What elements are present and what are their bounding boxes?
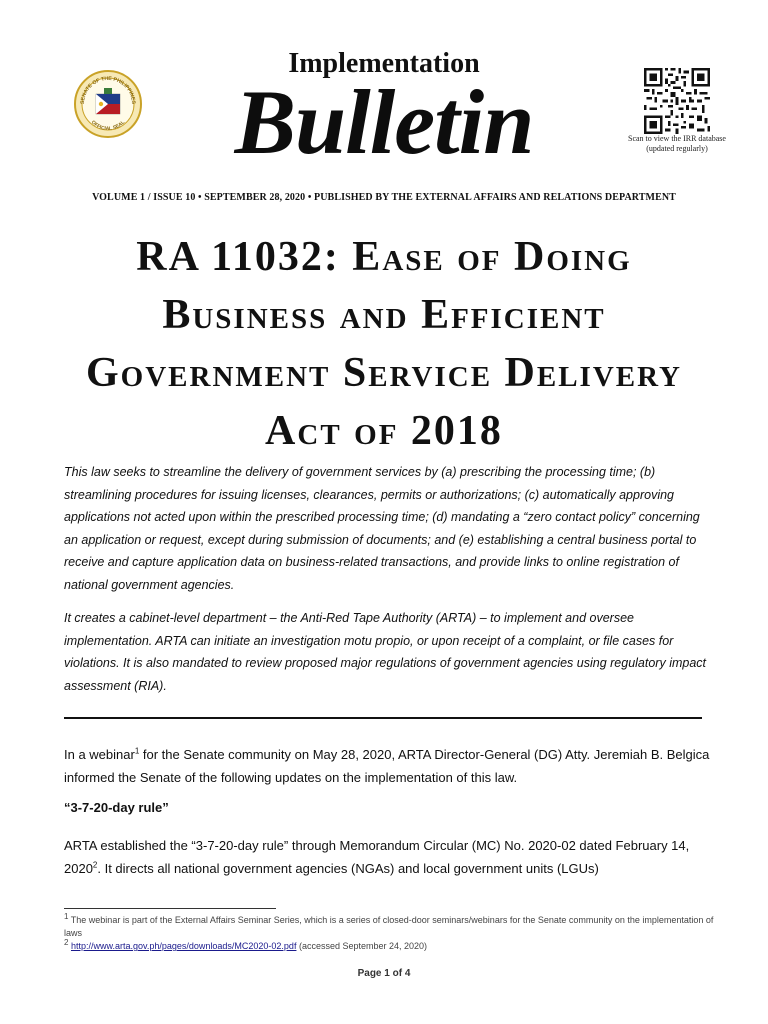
masthead-subtitle: Implementation — [288, 48, 480, 79]
footnote-ref[interactable]: 1 — [134, 746, 140, 756]
footnotes — [64, 914, 724, 953]
footnote-text: (accessed September 24, 2020) — [296, 941, 428, 951]
section-divider — [64, 717, 702, 719]
footnote-text: The webinar is part of the External Affairs Seminar Series, which is a series of closed-door seminars/webinars for the Senate community on the implementation of laws — [64, 915, 714, 938]
summary-paragraph: This law seeks to streamline the delivery of government services by (a) prescribing the processing time; (b) streamlining procedures for issuing licenses, clearances, permits or authorizations; (c) automatically approving applications not acted upon within the prescribed processing time; (d) mandating a “zero contact policy” concerning an application or request, except during submission of documents; and (e) establishing a central business portal to receive and capture application data on business-related transactions, and provide links to online registration of national government agencies. — [64, 465, 700, 592]
footnote-1 — [64, 914, 724, 940]
footnote-number: 1 — [64, 912, 69, 921]
qr-code-icon[interactable] — [644, 68, 710, 134]
body-text: ARTA established the “3-7-20-day rule” through Memorandum Circular (MC) No. 2020-02 dated February 14, 2020 — [64, 838, 690, 876]
footnote-link[interactable]: http://www.arta.gov.ph/pages/downloads/MC2020-02.pdf — [70, 941, 297, 951]
body-paragraph — [64, 743, 724, 789]
body-text: In a webinar — [64, 747, 135, 762]
footnote-number: 2 — [64, 938, 69, 947]
body-paragraph — [64, 834, 724, 880]
issue-line: VOLUME 1 / ISSUE 10 • SEPTEMBER 28, 2020 • PUBLISHED BY THE EXTERNAL AFFAIRS AND RELATIONS DEPARTMENT — [92, 192, 676, 203]
body-text: for the Senate community on May 28, 2020, ARTA Director-General (DG) Atty. Jeremiah B. Belgica informed the Senate of the following updates on the implementation of this law. — [64, 747, 710, 785]
seal-text-bottom: OFFICIAL SEAL — [89, 119, 127, 133]
footnote-divider — [64, 908, 276, 909]
qr-caption: Scan to view the IRR database (updated regularly) — [628, 134, 726, 153]
summary-paragraph: It creates a cabinet-level department – the Anti-Red Tape Authority (ARTA) – to implement and oversee implementation. ARTA can initiate an investigation motu propio, or upon receipt of a complaint, or file cases for violations. It is also mandated to review proposed major regulations of government agencies using regulatory impact assessment (RIA). — [64, 611, 707, 693]
headline: RA 11032: Ease of Doing Business and Efficient Government Service Delivery Act of 2018 — [86, 234, 682, 454]
subheading: “3-7-20-day rule” — [64, 800, 169, 815]
seal-text-top: SENATE OF THE PHILIPPINES — [79, 75, 137, 105]
page-number: Page 1 of 4 — [357, 968, 411, 979]
footnote-2 — [64, 940, 724, 953]
footnote-ref[interactable]: 2 — [92, 860, 98, 870]
masthead-title: Bulletin — [234, 71, 534, 173]
body-text: . It directs all national government agencies (NGAs) and local government units (LGUs) — [97, 861, 599, 876]
